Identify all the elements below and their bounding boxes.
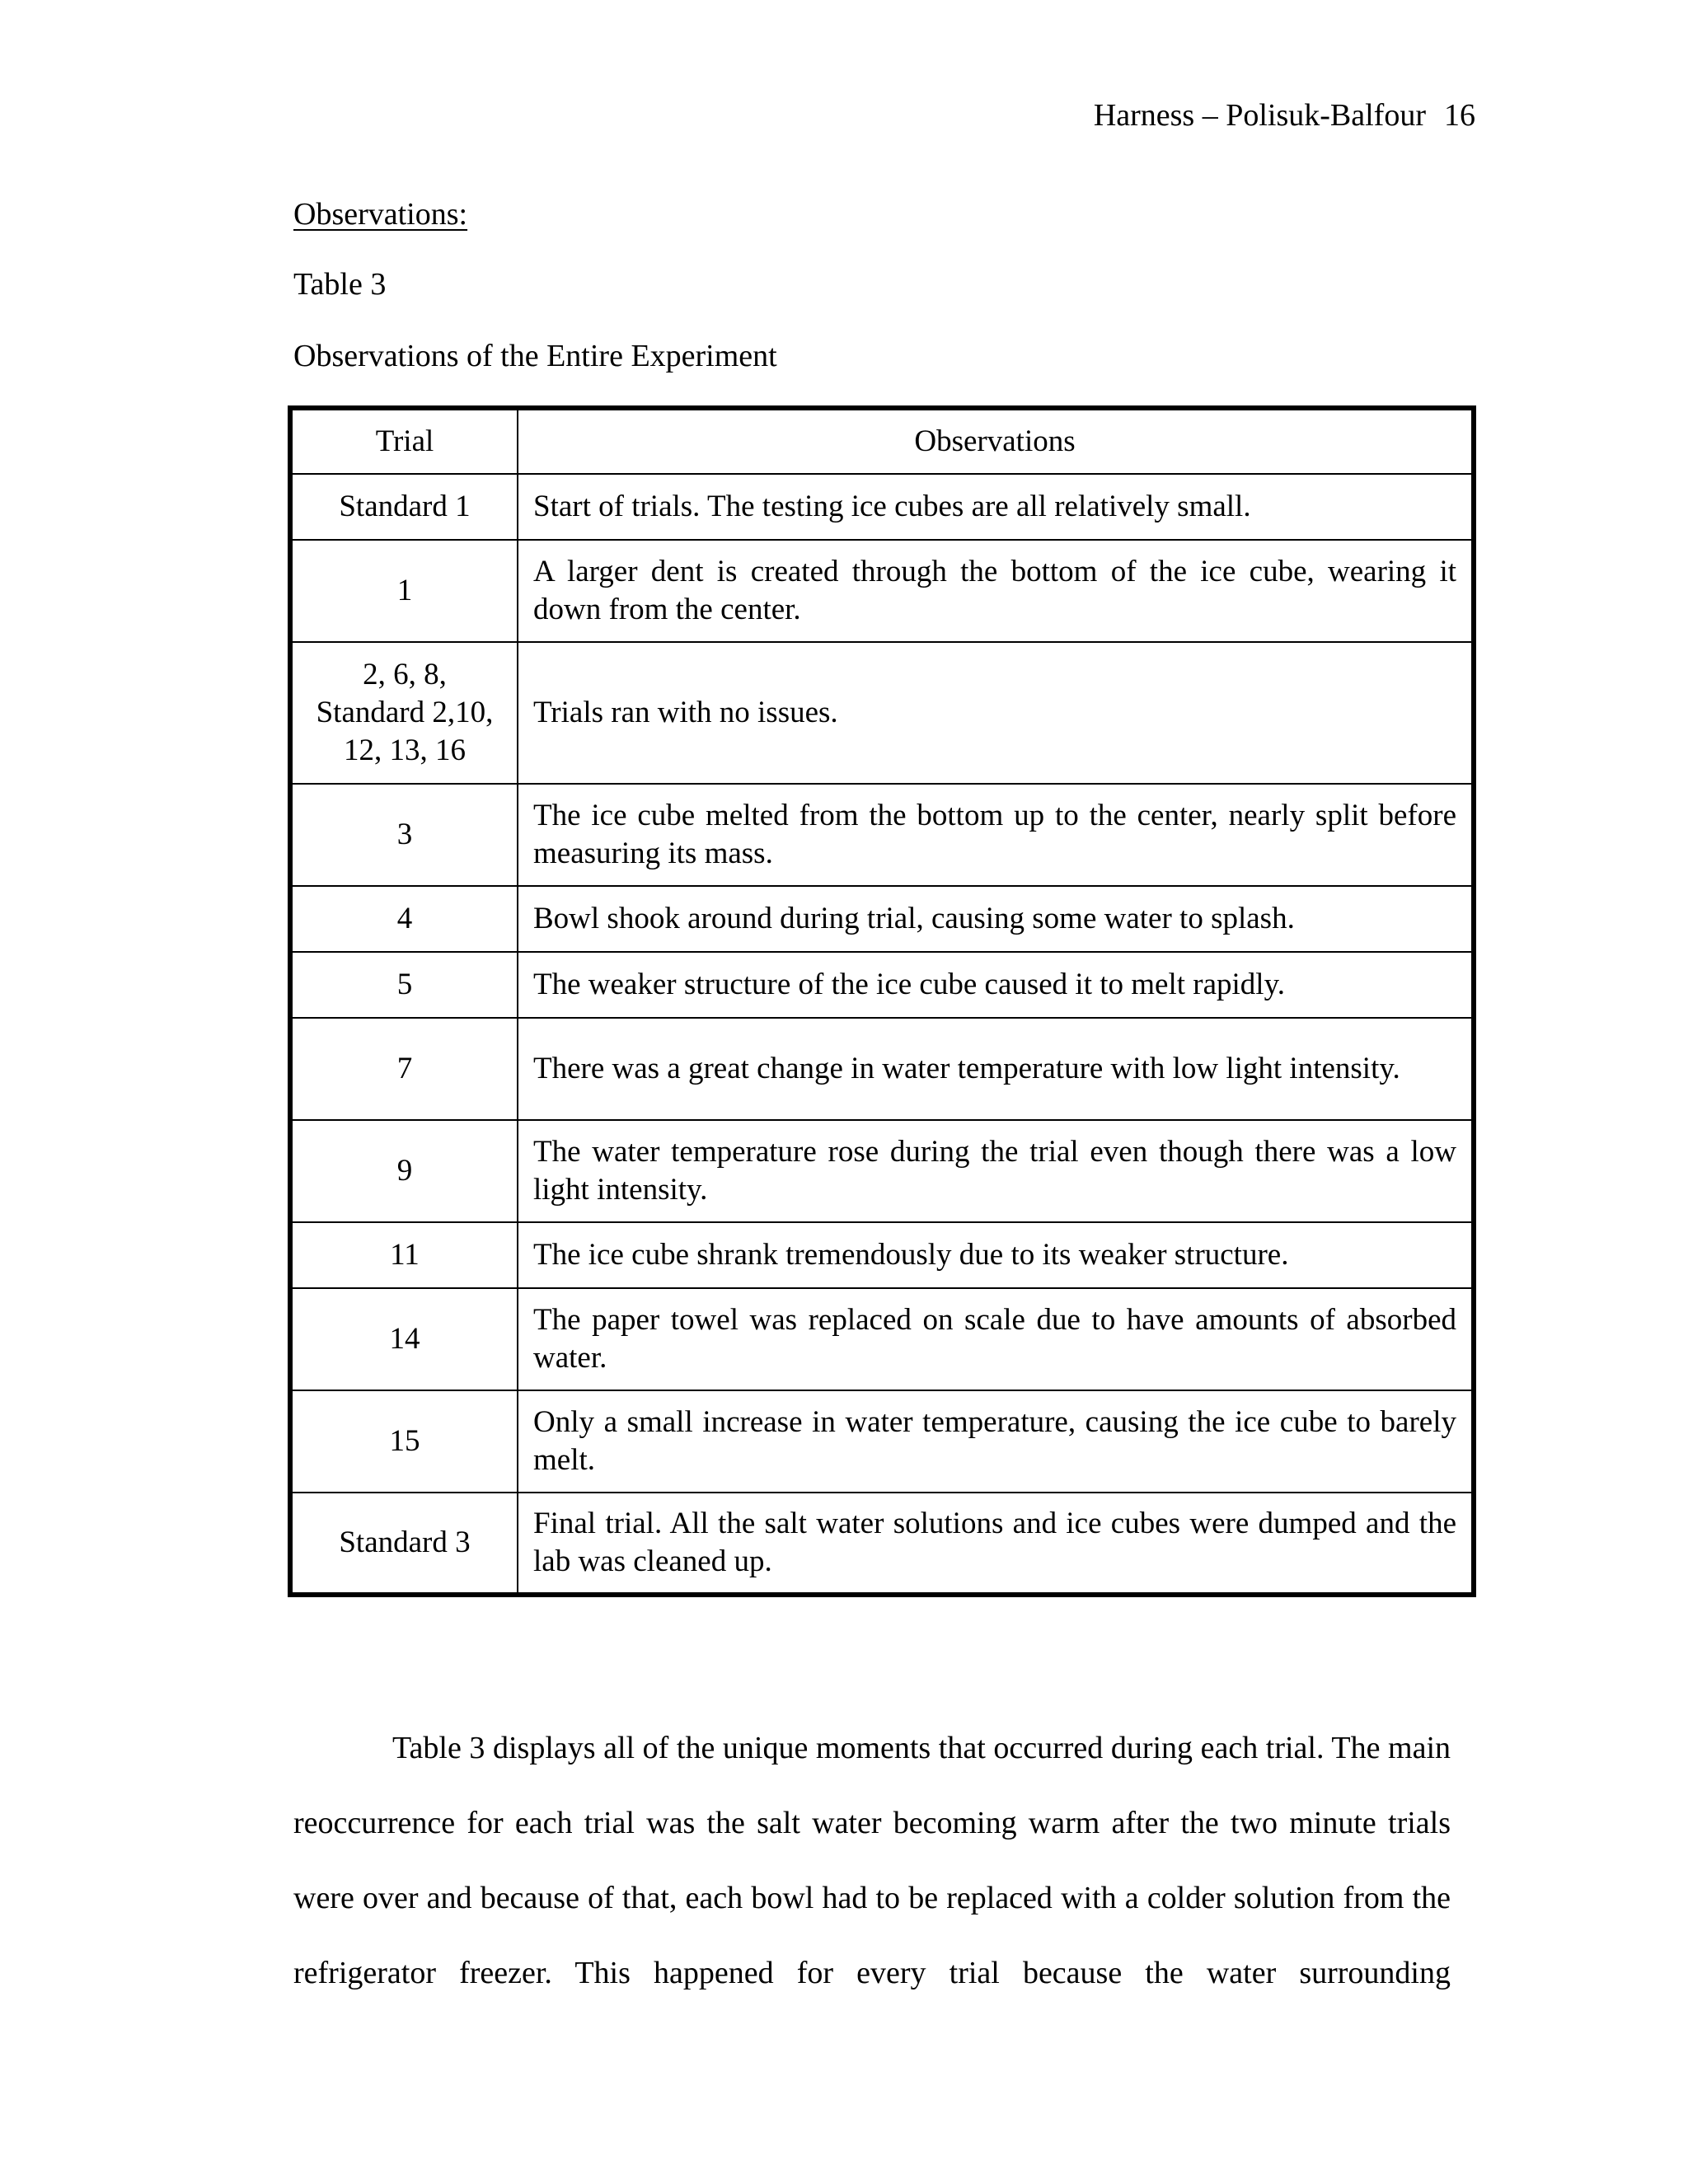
observation-cell: The ice cube shrank tremendously due to its weaker structure. <box>518 1222 1474 1288</box>
trial-cell: Standard 1 <box>290 474 518 540</box>
table-row <box>290 642 1474 784</box>
section-heading: Observations: <box>293 197 468 232</box>
trial-cell: 15 <box>290 1390 518 1493</box>
table-row <box>290 784 1474 886</box>
observation-cell: A larger dent is created through the bottom of the ice cube, wearing it down from the center. <box>518 540 1474 642</box>
table-row <box>290 540 1474 642</box>
observation-cell: Bowl shook around during trial, causing some water to splash. <box>518 886 1474 952</box>
table-row <box>290 1493 1474 1595</box>
table-header-row <box>290 408 1474 474</box>
observation-cell: Trials ran with no issues. <box>518 642 1474 784</box>
table-row <box>290 886 1474 952</box>
running-head-text: Harness – Polisuk-Balfour <box>1093 98 1426 133</box>
observation-cell: The water temperature rose during the trial even though there was a low light intensity. <box>518 1120 1474 1222</box>
trial-cell: 11 <box>290 1222 518 1288</box>
table-caption: Observations of the Entire Experiment <box>293 339 777 373</box>
body-paragraph: Table 3 displays all of the unique moments that occurred during each trial. The main reoccurrence for each trial was the salt water becoming warm after the two minute trials were over and because of that, each bowl had to be replaced with a colder solution from the refrigerator freezer. This happened for every trial because the water surrounding <box>293 1731 1451 1990</box>
table-row <box>290 952 1474 1018</box>
observation-cell: Final trial. All the salt water solutions and ice cubes were dumped and the lab was cleaned up. <box>518 1493 1474 1595</box>
trial-cell: Standard 3 <box>290 1493 518 1595</box>
observations-table <box>288 405 1476 1597</box>
trial-cell: 9 <box>290 1120 518 1222</box>
trial-cell: 1 <box>290 540 518 642</box>
trial-cell: 2, 6, 8, Standard 2,10, 12, 13, 16 <box>290 642 518 784</box>
page-number: 16 <box>1444 98 1475 133</box>
table-row <box>290 1222 1474 1288</box>
trial-cell: 7 <box>290 1018 518 1120</box>
observation-cell: The paper towel was replaced on scale due to have amounts of absorbed water. <box>518 1288 1474 1390</box>
observation-cell: There was a great change in water temperature with low light intensity. <box>518 1018 1474 1120</box>
trial-cell: 5 <box>290 952 518 1018</box>
table-row <box>290 474 1474 540</box>
column-header-observations: Observations <box>518 408 1474 474</box>
observation-cell: Only a small increase in water temperature, causing the ice cube to barely melt. <box>518 1390 1474 1493</box>
table-row <box>290 1120 1474 1222</box>
table-label: Table 3 <box>293 267 387 302</box>
table-row <box>290 1288 1474 1390</box>
trial-cell: 3 <box>290 784 518 886</box>
observation-cell: The ice cube melted from the bottom up to the center, nearly split before measuring its mass. <box>518 784 1474 886</box>
column-header-trial: Trial <box>290 408 518 474</box>
trial-cell: 4 <box>290 886 518 952</box>
observation-cell: Start of trials. The testing ice cubes are all relatively small. <box>518 474 1474 540</box>
running-header <box>1080 95 1475 136</box>
trial-cell: 14 <box>290 1288 518 1390</box>
table-row <box>290 1018 1474 1120</box>
table-row <box>290 1390 1474 1493</box>
observation-cell: The weaker structure of the ice cube caused it to melt rapidly. <box>518 952 1474 1018</box>
